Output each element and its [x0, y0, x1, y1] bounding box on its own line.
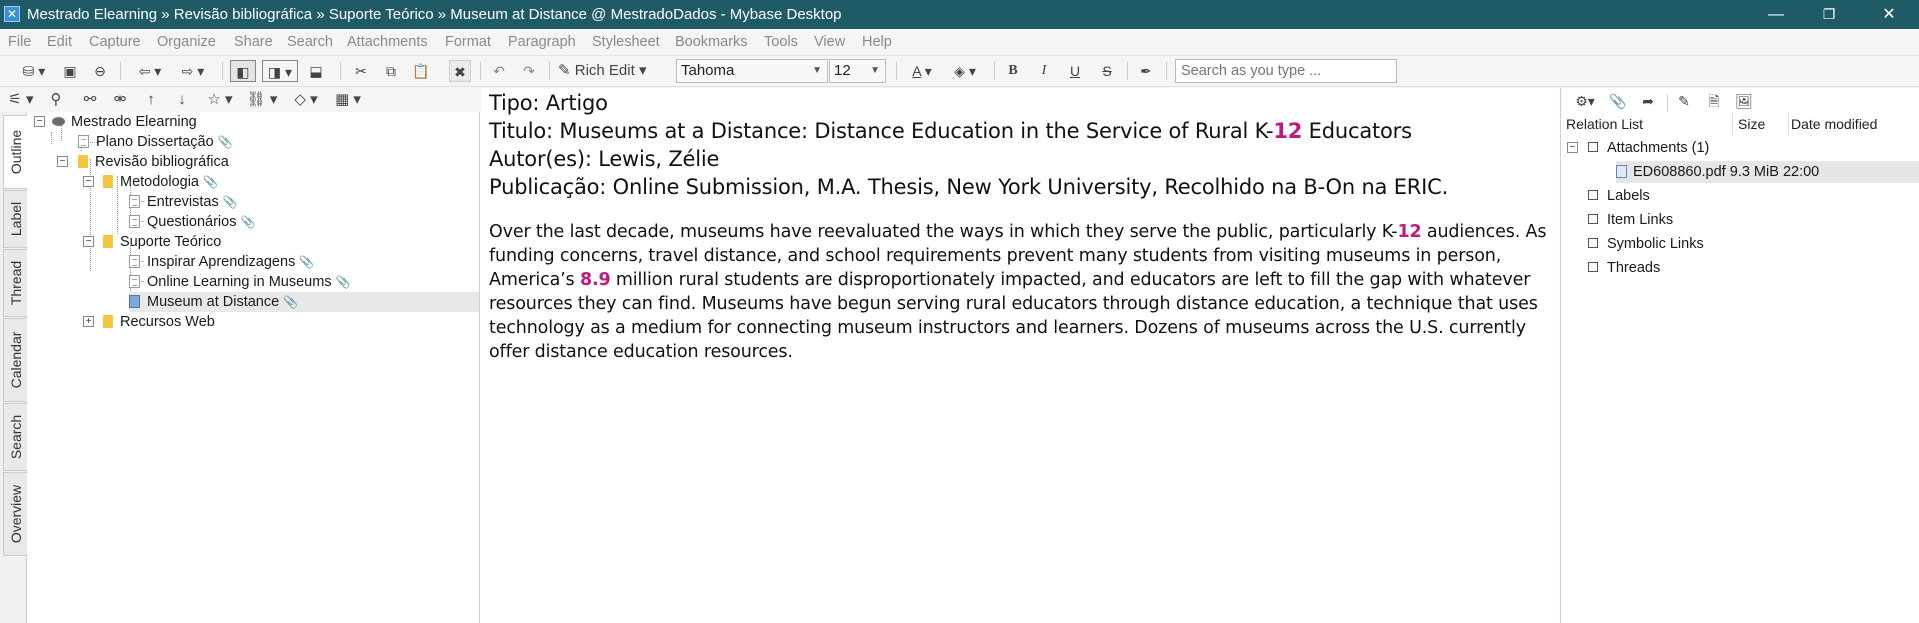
menu-file[interactable]: File: [8, 34, 32, 50]
database-icon: [52, 117, 65, 126]
menu-organize[interactable]: Organize: [157, 34, 216, 50]
tab-calendar[interactable]: Calendar: [3, 318, 27, 402]
side-tab-strip: [0, 112, 27, 623]
font-name-select[interactable]: Tahoma ▼: [676, 59, 828, 83]
tree-item-museum-at-distance[interactable]: Museum at Distance 📎: [129, 292, 479, 312]
relation-item-links[interactable]: Item Links: [1588, 209, 1673, 231]
folder-icon: [103, 235, 113, 248]
attachment-clip-icon: 📎: [217, 135, 233, 149]
star-icon[interactable]: ☆ ▾: [207, 91, 233, 108]
folder-icon: [78, 155, 88, 168]
autor-line: Autor(es): Lewis, Zélie: [489, 147, 720, 171]
new-sibling-icon[interactable]: ⚯: [83, 91, 97, 108]
tab-thread[interactable]: Thread: [3, 249, 27, 317]
relation-threads[interactable]: Threads: [1588, 257, 1660, 279]
checkbox-icon: [1588, 214, 1598, 224]
tree-root[interactable]: Mestrado Elearning: [52, 112, 197, 132]
expand-recursos-toggle[interactable]: +: [83, 316, 94, 327]
layout-split-icon[interactable]: ◨ ▾: [262, 60, 298, 82]
folder-icon: [103, 175, 113, 188]
font-size-select[interactable]: 12 ▼: [829, 59, 886, 83]
menu-search[interactable]: Search: [287, 34, 333, 50]
rich-text-editor[interactable]: [481, 88, 1561, 623]
move-up-icon[interactable]: ↑: [147, 91, 155, 108]
document-icon: [129, 275, 140, 288]
calendar-icon[interactable]: ▦ ▾: [335, 91, 361, 108]
menu-share[interactable]: Share: [234, 34, 273, 50]
search-input[interactable]: [1175, 59, 1397, 83]
move-icon[interactable]: ⚮: [113, 91, 127, 108]
strikethrough-button[interactable]: S: [1102, 63, 1112, 79]
menu-capture[interactable]: Capture: [89, 34, 141, 50]
tree-item-inspirar[interactable]: Inspirar Aprendizagens 📎: [129, 252, 314, 272]
tree-item-questionarios[interactable]: Questionários 📎: [129, 212, 255, 232]
title-bar: [0, 0, 1919, 29]
tab-search[interactable]: Search: [3, 403, 27, 471]
move-down-icon[interactable]: ↓: [178, 91, 186, 108]
share-icon[interactable]: ⚟ ▾: [8, 91, 34, 108]
folder-icon: [103, 315, 113, 328]
menu-bar: [0, 29, 1919, 56]
layout-bottom-icon[interactable]: ⬓: [309, 63, 323, 79]
attachment-row[interactable]: ED608860.pdf 9.3 MiB 22:00: [1616, 161, 1919, 183]
share-arrow-icon[interactable]: ➦: [1642, 93, 1654, 109]
delete-icon[interactable]: ✖: [449, 60, 471, 82]
collapse-root-toggle[interactable]: −: [34, 116, 45, 127]
tree-item-revisao[interactable]: Revisão bibliográfica: [78, 152, 229, 172]
attachment-clip-icon: 📎: [335, 275, 351, 289]
publicacao-line: Publicação: Online Submission, M.A. Thesis, New York University, Recolhido na B-On na ERIC.: [489, 175, 1449, 199]
database-icon[interactable]: ⛁ ▾: [22, 63, 46, 79]
link-icon[interactable]: ⛓ ▾: [246, 91, 278, 108]
document-icon[interactable]: 🗎: [1708, 93, 1720, 109]
minimize-button[interactable]: —: [1768, 6, 1784, 23]
tag-icon[interactable]: ◇ ▾: [294, 91, 318, 108]
image-icon[interactable]: 🖼: [1735, 93, 1753, 109]
col-header-date[interactable]: Date modified: [1791, 116, 1878, 132]
menu-stylesheet[interactable]: Stylesheet: [592, 34, 660, 50]
tipo-line: Tipo: Artigo: [489, 91, 608, 115]
attachment-clip-icon: 📎: [299, 255, 315, 269]
attachments-group[interactable]: Attachments (1): [1588, 137, 1709, 159]
edit-icon: ✎: [558, 62, 571, 79]
window-title: Mestrado Elearning » Revisão bibliográfica » Suporte Teórico » Museum at Distance @ MestradoDados - Mybase Desktop: [27, 6, 842, 23]
checkbox-icon: [1588, 262, 1598, 272]
collapse-suporte-toggle[interactable]: −: [83, 236, 94, 247]
abstract-paragraph: Over the last decade, museums have reevaluated the ways in which they serve the public, particularly K-12 audiences. As funding concerns, travel distance, and school requirements prevent many students from visiting museums in person, America’s 8.9 million rural students are disproportionately impacted, and educators are left to fill the gap with whatever resources they can find. Museums have begun serving rural educators through distance education, a technique that uses technology as a medium for connecting museum instructors and learners. Dozens of museums across the U.S. currently offer distance education resources.: [489, 222, 1547, 362]
menu-help[interactable]: Help: [862, 34, 892, 50]
checkbox-icon: [1588, 190, 1598, 200]
menu-tools[interactable]: Tools: [764, 34, 798, 50]
format-painter-icon[interactable]: ✒: [1140, 63, 1152, 79]
back-icon[interactable]: ⇦ ▾: [138, 63, 162, 79]
menu-format[interactable]: Format: [445, 34, 491, 50]
relation-labels[interactable]: Labels: [1588, 185, 1650, 207]
tree-item-recursos[interactable]: Recursos Web: [103, 312, 215, 332]
paste-icon[interactable]: 📋: [412, 63, 430, 79]
relation-menu-icon[interactable]: ⚙▾: [1575, 93, 1595, 109]
tree-item-online-learning[interactable]: Online Learning in Museums 📎: [129, 272, 351, 292]
forward-icon[interactable]: ⇨ ▾: [181, 63, 205, 79]
pdf-file-icon: [1616, 165, 1627, 178]
edit-note-icon[interactable]: ✎: [1678, 93, 1690, 109]
titulo-line: Titulo: Museums at a Distance: Distance Education in the Service of Rural K-12 Educators: [489, 119, 1412, 143]
menu-paragraph[interactable]: Paragraph: [508, 34, 576, 50]
close-button[interactable]: ✕: [1882, 6, 1896, 23]
maximize-button[interactable]: ❐: [1822, 6, 1836, 22]
relation-panel: [1562, 88, 1919, 623]
tree-item-suporte[interactable]: Suporte Teórico: [103, 232, 221, 252]
attachment-clip-icon: 📎: [222, 195, 238, 209]
rich-edit-button[interactable]: ✎ Rich Edit ▾: [558, 62, 647, 79]
copy-icon[interactable]: ⧉: [386, 63, 396, 79]
document-icon: [78, 135, 89, 148]
underline-button[interactable]: U: [1069, 63, 1081, 79]
tree-item-plano[interactable]: Plano Dissertação 📎: [78, 132, 233, 152]
new-child-icon[interactable]: ⚲: [50, 91, 62, 108]
document-icon: [129, 255, 140, 268]
save-icon[interactable]: ▣: [63, 63, 77, 79]
tree-item-entrevistas[interactable]: Entrevistas 📎: [129, 192, 238, 212]
tree-item-metodologia[interactable]: Metodologia 📎: [103, 172, 218, 192]
chevron-down-icon: ▼: [870, 65, 880, 76]
collapse-metodologia-toggle[interactable]: −: [83, 176, 94, 187]
highlight-color-icon[interactable]: ◈ ▾: [954, 63, 976, 79]
menu-view[interactable]: View: [814, 34, 846, 50]
tab-outline[interactable]: Outline: [3, 115, 27, 189]
redo-icon[interactable]: ↷: [523, 63, 535, 79]
layout-left-icon[interactable]: ◧: [230, 60, 256, 82]
bold-button[interactable]: B: [1008, 63, 1018, 78]
document-icon: [129, 215, 140, 228]
document-icon: [129, 295, 140, 308]
menu-edit[interactable]: Edit: [47, 34, 72, 50]
italic-button[interactable]: I: [1041, 63, 1047, 78]
checkbox-icon: [1588, 142, 1598, 152]
attachment-clip-icon: 📎: [283, 295, 299, 309]
attachment-clip-icon: 📎: [203, 175, 218, 189]
cancel-icon[interactable]: ⊖: [94, 63, 106, 79]
menu-bookmarks[interactable]: Bookmarks: [675, 34, 748, 50]
attachment-clip-icon: 📎: [240, 215, 256, 229]
col-header-relation-list[interactable]: Relation List: [1566, 116, 1644, 132]
text-color-icon[interactable]: A ▾: [912, 63, 932, 79]
col-header-size[interactable]: Size: [1738, 116, 1766, 132]
app-icon: ✕: [4, 6, 20, 22]
tab-label[interactable]: Label: [3, 190, 27, 248]
collapse-revisao-toggle[interactable]: −: [57, 156, 68, 167]
menu-attachments[interactable]: Attachments: [347, 34, 428, 50]
cut-icon[interactable]: ✂: [355, 63, 367, 79]
document-icon: [129, 195, 140, 208]
attach-icon[interactable]: 📎: [1609, 93, 1627, 109]
chevron-down-icon: ▼: [812, 65, 822, 76]
outline-tree: [28, 112, 480, 623]
relation-symbolic-links[interactable]: Symbolic Links: [1588, 233, 1704, 255]
tab-overview[interactable]: Overview: [3, 472, 27, 556]
undo-icon[interactable]: ↶: [493, 63, 505, 79]
collapse-attachments-toggle[interactable]: −: [1567, 142, 1578, 153]
checkbox-icon: [1588, 238, 1598, 248]
main-toolbar: [0, 56, 1919, 87]
